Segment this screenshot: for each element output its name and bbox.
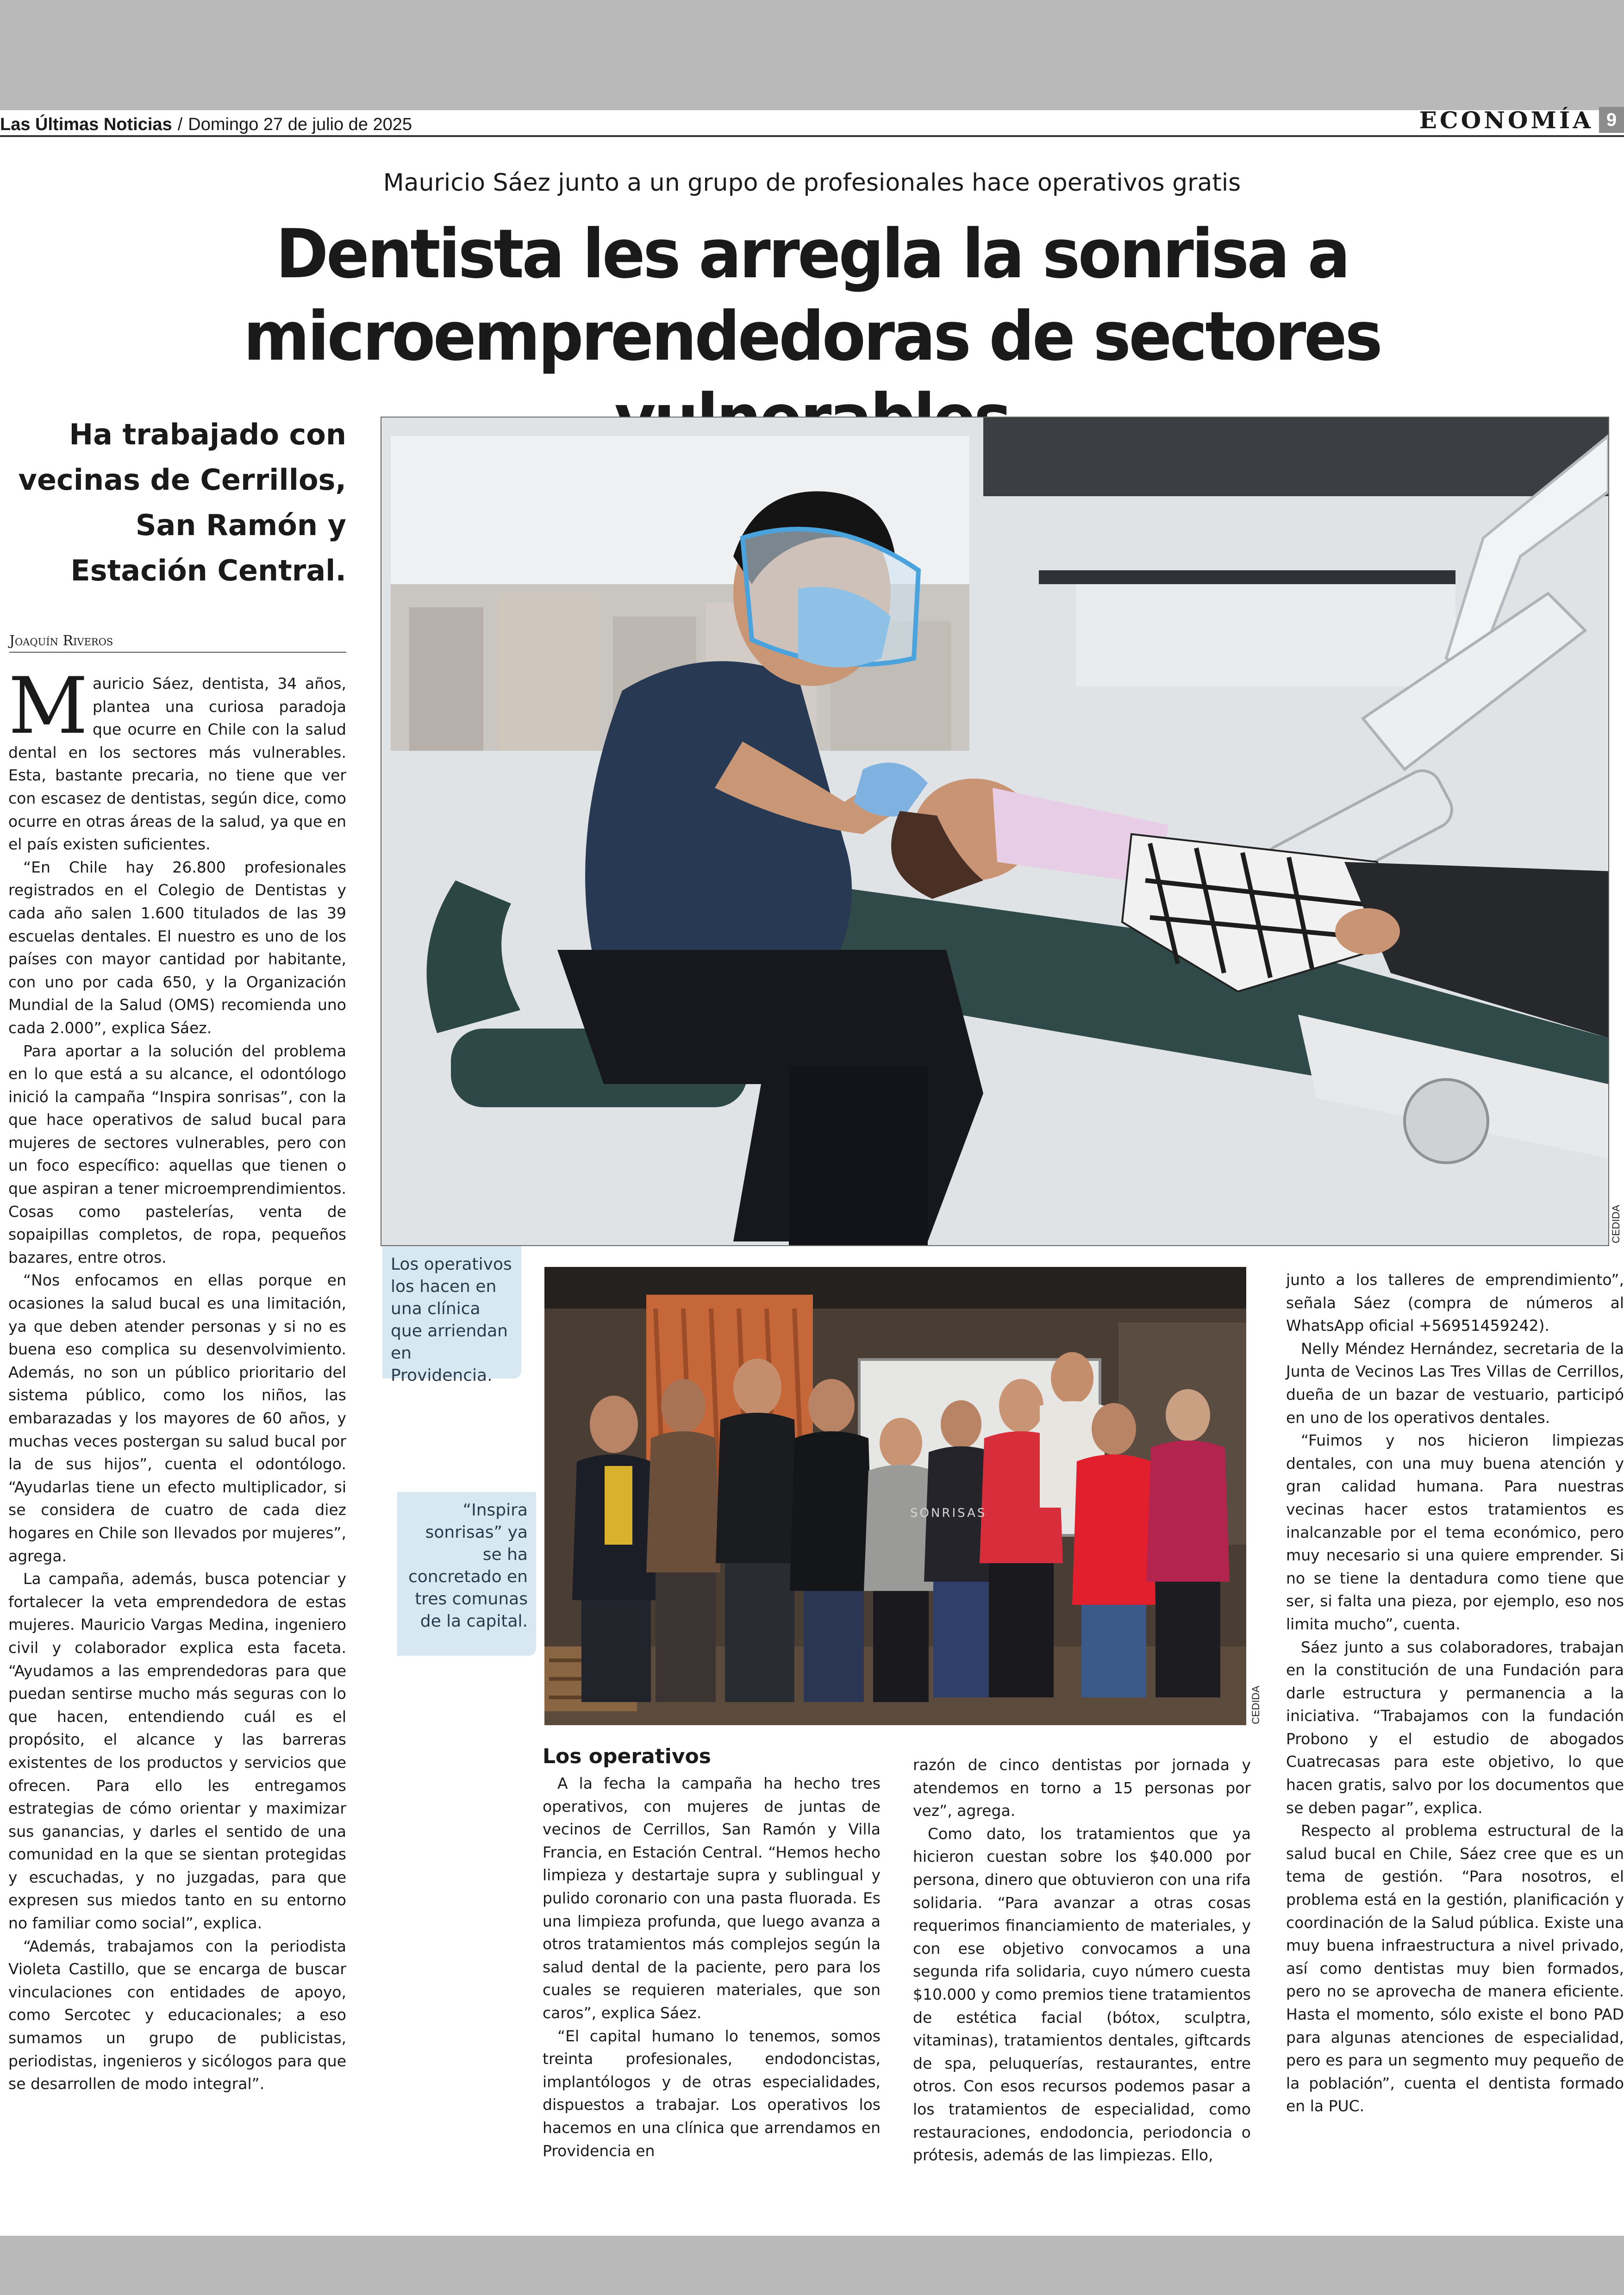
paragraph: Respecto al problema estructural de la salud bucal en Chile, Sáez cree que es un tema de gestión. “Para nosotros, el problema está en la gestión, planificación y coordinación de la Salud pública. Existe una muy buena infraestructura a nivel privado, así como dentistas muy bien formados, pero no se aprovecha de manera eficiente. Hasta el momento, sólo existe el bono PAD para algunas atenciones de especialidad, pero es para un segmento muy pequeño de la población”, cuenta el dentista formado en la PUC. [1286,1821,1624,2115]
dentist-photo [381,417,1609,1246]
body-column-2 [543,1743,881,2162]
paragraph-text: auricio Sáez, dentista, 34 años, plantea una curiosa paradoja que ocurre en Chile con la salud dental en los sectores más vulnerables. Esta, bastante precaria, no tiene que ver con escasez de dentistas, según dice, como ocurre en otras áreas de la salud, ya que en el país existen suficientes. [8,674,346,854]
newspaper-name: Las Últimas Noticias [0,114,172,134]
photo-caption-2: “Inspira sonrisas” ya se ha concretado en tres comunas de la capital. [397,1492,536,1656]
paragraph: razón de cinco dentistas por jornada y atendemos en torno a 15 personas por vez”, agrega. [913,1756,1251,1820]
article-kicker: Mauricio Sáez junto a un grupo de profesionales hace operativos gratis [383,169,1241,197]
group-photo [544,1267,1246,1725]
drop-cap: M [8,661,88,751]
paragraph: “Fuimos y nos hicieron limpiezas dentales, con una muy buena atención y gran calidad humana. Para nuestras vecinas hacer estos tratamientos es inalcanzable por el tema económico, pero muy necesario si una quiere emprender. Si no se tiene la dentadura como tiene que ser, si falta una pieza, por ejemplo, eso nos limita mucho”, cuenta. [1286,1431,1624,1633]
photo-credit-main: CEDIDA [1610,1204,1622,1243]
photo-caption-1: Los operativos los hacen en una clínica que arriendan en Providencia. [382,1246,521,1378]
paragraph: “El capital humano lo tenemos, somos treinta profesionales, endodoncistas, implantólogos y de otras especialidades, dispuestos a trabajar. Los operativos los hacemos en una clínica que arrendamos en Providencia en [543,2027,881,2160]
bottom-margin-band [0,2236,1624,2295]
masthead-rule [0,135,1624,137]
section-name: ECONOMÍA [1419,106,1593,134]
top-margin-band [0,0,1624,110]
paragraph: junto a los talleres de emprendimiento”, señala Sáez (compra de números al WhatsApp oficial +56951459242). [1286,1271,1624,1335]
body-column-4 [1286,1268,1624,2118]
group-photo-illustration [544,1267,1246,1725]
body-column-3 [913,1753,1251,2167]
paragraph: Nelly Méndez Hernández, secretaria de la Junta de Vecinos Las Tres Villas de Cerrillos, dueña de un bazar de vestuario, participó en uno de los operativos dentales. [1286,1339,1624,1427]
page-number: 9 [1599,107,1624,133]
article-byline: Joaquín Riveros [9,633,346,653]
headline-line-1: Dentista les arregla la sonrisa a [275,215,1349,293]
body-column-1 [8,661,346,2095]
paragraph: “En Chile hay 26.800 profesionales registrados en el Colegio de Dentistas y cada año salen 1.600 titulados de las 39 escuelas dentales. El nuestro es uno de los países con mayor cantidad por habitante, con uno por cada 650, y la Organización Mundial de la Salud (OMS) recomienda uno cada 2.000”, explica Sáez. [8,858,346,1037]
dentist-photo-illustration [381,418,1608,1245]
paragraph: “Además, trabajamos con la periodista Violeta Castillo, que se encarga de buscar vinculaciones con entidades de apoyo, como Sercotec y educacionales; a eso sumamos un grupo de publicistas, periodistas, ingenieros y sicólogos para que se desarrollen de modo integral”. [8,1937,346,2093]
article-deck: Ha trabajado con vecinas de Cerrillos, San Ramón y Estación Central. [18,418,346,587]
paragraph: La campaña, además, busca potenciar y fortalecer la veta emprendedora de estas mujeres. Mauricio Vargas Medina, ingeniero civil y colaborador explica esta faceta. “Ayudamos a las emprendedoras para que puedan sentirse mucho más seguras con lo que hacen, entendiendo cuál es el propósito, el alcance y las barreras existentes de los productos y servicios que ofrecen. Para ello les entregamos estrategias de cómo orientar y maximizar sus ganancias, y darles el sentido de una comunidad en la que se sientan protegidas y escuchadas, y no juzgadas, para que expresen sus miedos tanto en su entorno no familiar como social”, explica. [8,1570,346,1933]
masthead-left [0,110,412,139]
section-subhead: Los operativos [543,1745,711,1768]
headline-line-2: microemprendedoras de sectores [243,297,1381,376]
paragraph: Sáez junto a sus colaboradores, trabajan en la constitución de una Fundación para darle estructura y permanencia a la iniciativa. “Trabajamos con la fundación Probono y el estudio de abogados Cuatrecasas para este objetivo, lo que hacen gratis, salvo por los documentos que se deben pagar”, explica. [1286,1638,1624,1817]
masthead-separator: / [177,114,183,134]
apron-text: SONRISAS [910,1506,987,1520]
paragraph: Como dato, los tratamientos que ya hicieron cuestan sobre los $40.000 por persona, dinero que obtuvieron con una rifa solidaria. “Para avanzar a otras cosas requerimos financiamiento de materiales, y con ese objetivo convocamos a una segunda rifa solidaria, cuyo número cuesta $10.000 y como premios tiene tratamientos de estética facial (bótox, sculptra, vitaminas), tratamientos dentales, giftcards de spa, peluquerías, restaurantes, entre otros. Con esos recursos podemos pasar a los tratamientos de especialidad, como restauraciones, endodoncia, periodoncia o prótesis, además de las limpiezas. Ello, [913,1824,1251,2164]
paragraph: A la fecha la campaña ha hecho tres operativos, con mujeres de juntas de vecinos de Cerrillos, San Ramón y Villa Francia, en Estación Central. “Hemos hecho limpieza y destartaje supra y sublingual y pulido coronario con una pasta fluorada. Es una limpieza profunda, que luego avanza a otros tratamientos más complejos según la salud dental de la paciente, pero para los cuales se requieren materiales, que son caros”, explica Sáez. [543,1774,881,2022]
issue-date: Domingo 27 de julio de 2025 [188,114,412,134]
photo-credit-group: CEDIDA [1250,1685,1262,1724]
masthead-right [1419,105,1624,135]
paragraph: Para aportar a la solución del problema en lo que está a su alcance, el odontólogo inició la campaña “Inspira sonrisas”, con la que hace operativos de salud bucal para mujeres de sectores vulnerables, pero con un foco específico: aquellas que tienen o que aspiran a tener microemprendimientos. Cosas como pastelerías, venta de sopaipillas completos, de ropa, pequeños bazares, entre otros. [8,1041,346,1266]
paragraph [8,661,346,856]
paragraph: “Nos enfocamos en ellas porque en ocasiones la salud bucal es una limitación, ya que deben atender personas y si no es buena eso complica su desenvolvimiento. Además, no son un público prioritario del sistema público, como los niños, las embarazadas y los mayores de 60 años, y muchas veces postergan su salud bucal por la de sus hijos”, cuenta el odontólogo. “Ayudarlas tiene un efecto multiplicador, si se considera de cuatro de cada diez hogares en Chile son llevados por mujeres”, agrega. [8,1271,346,1565]
